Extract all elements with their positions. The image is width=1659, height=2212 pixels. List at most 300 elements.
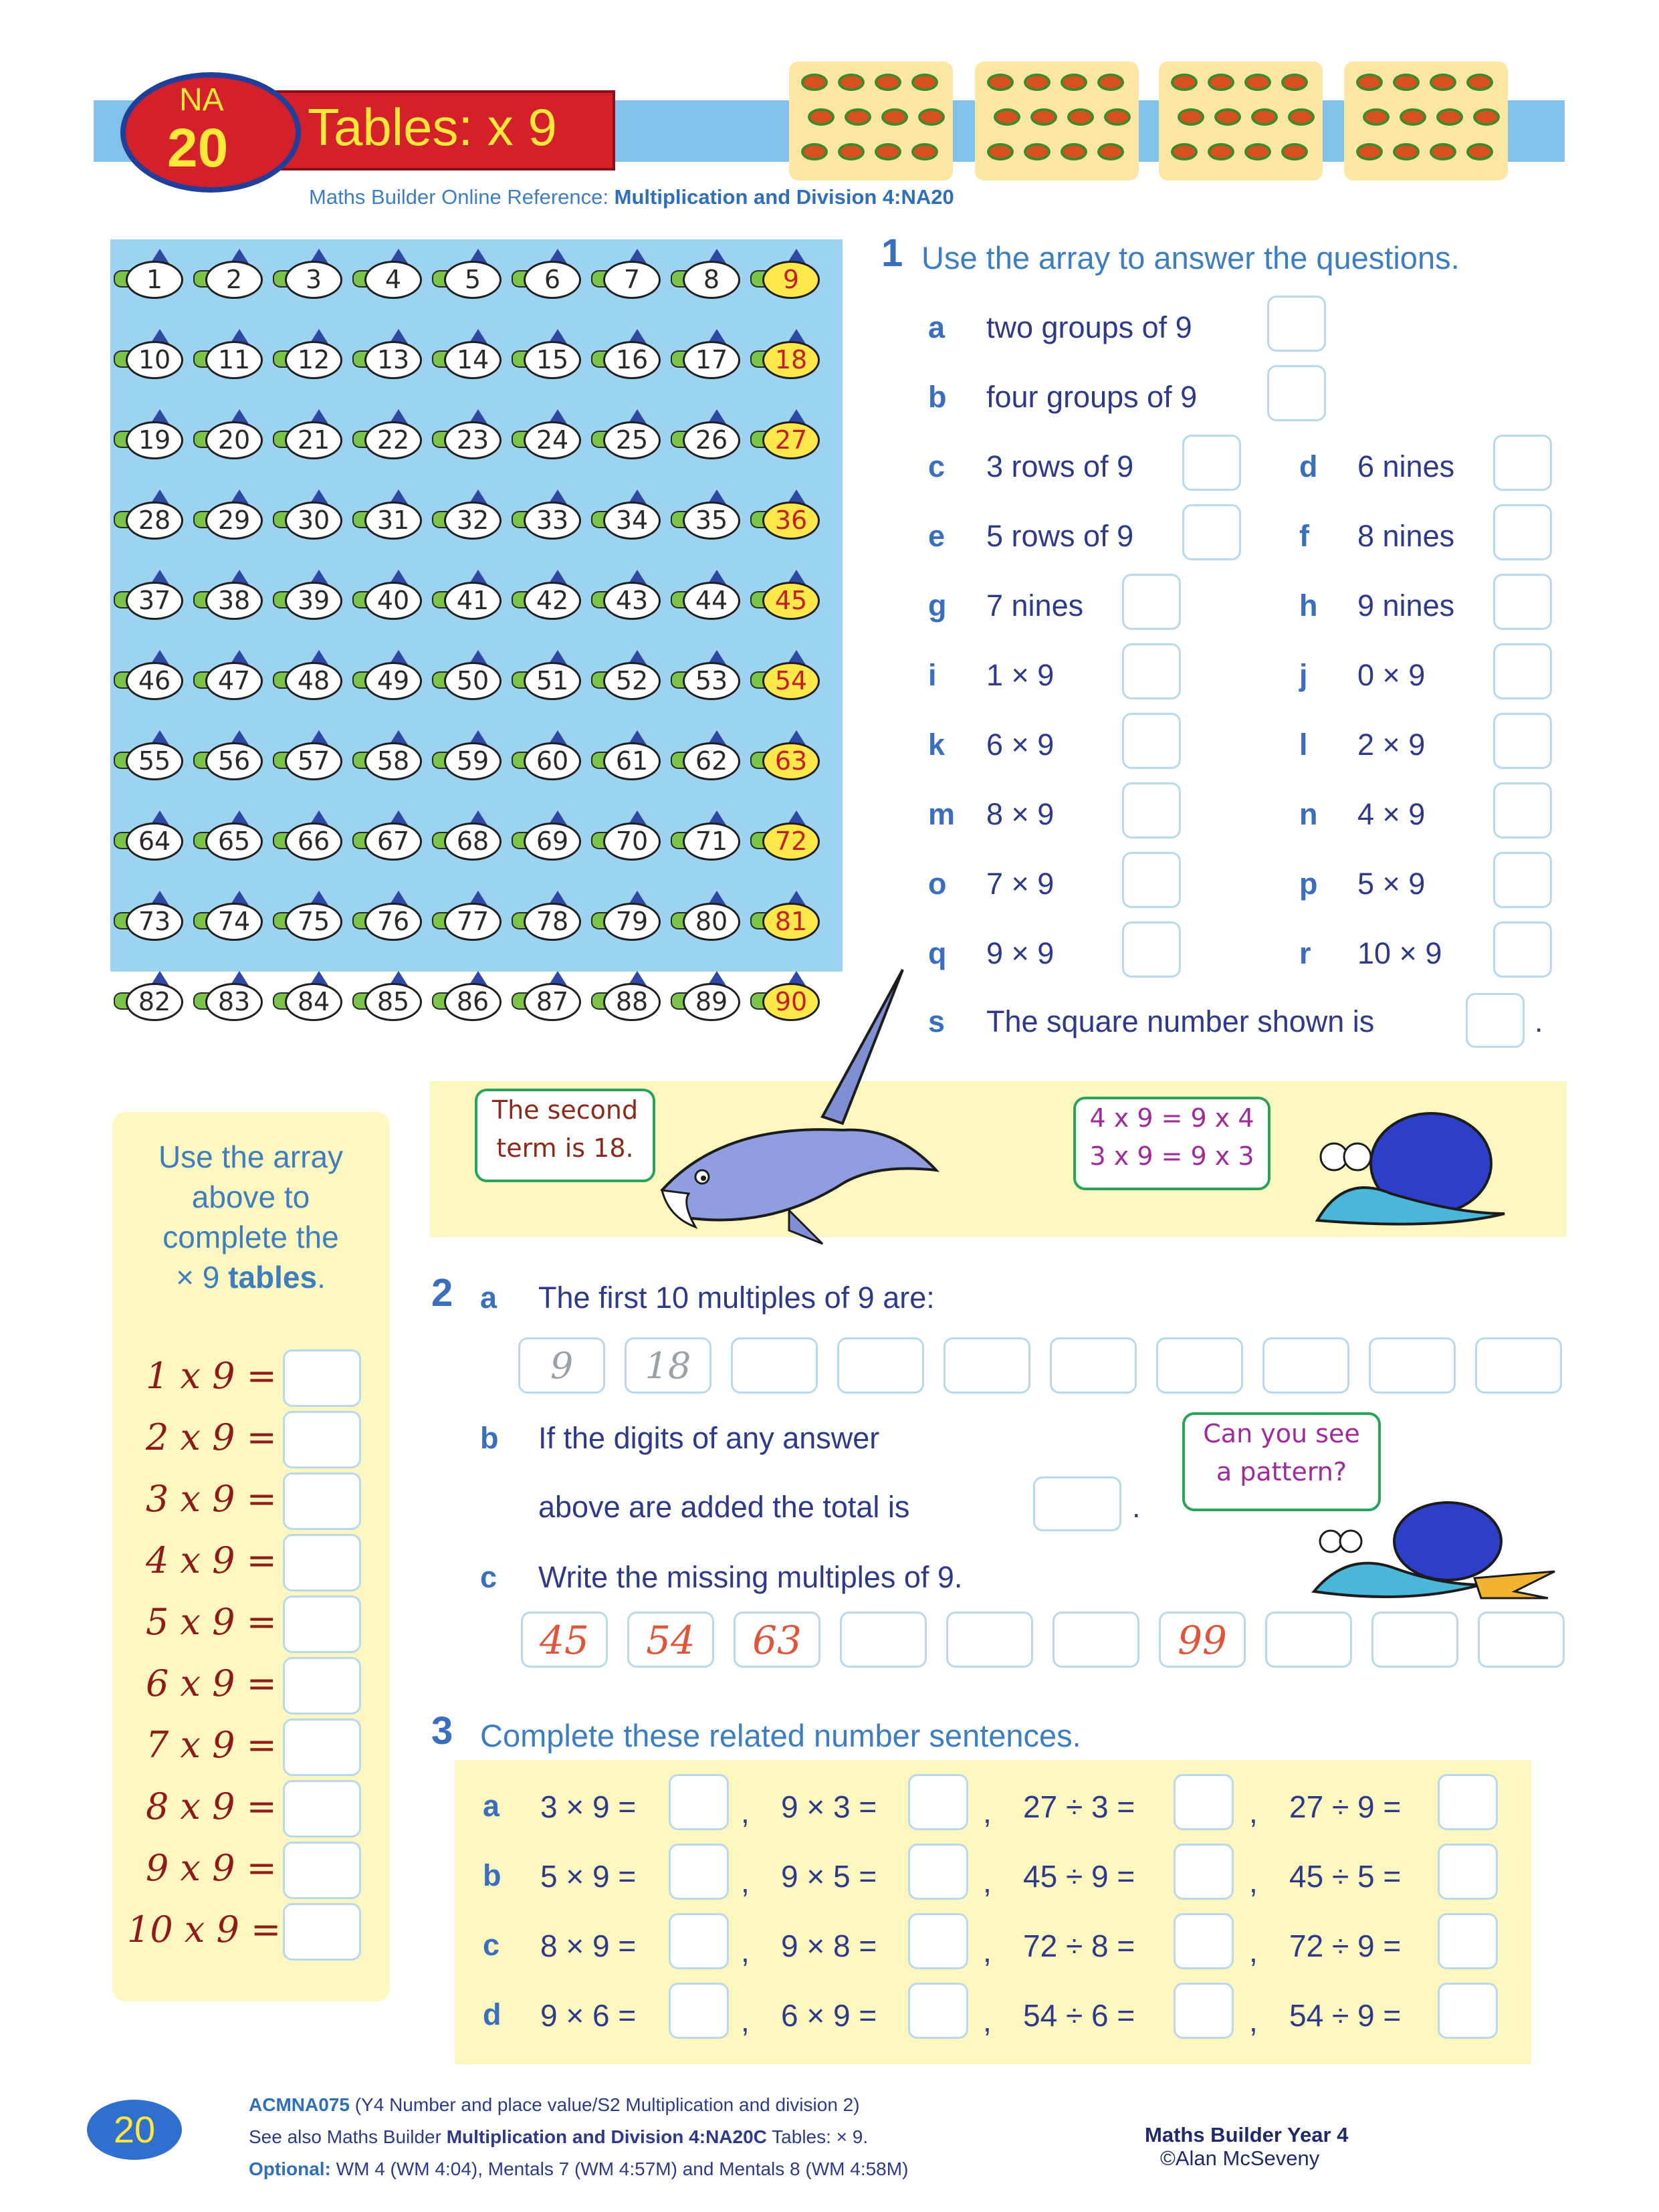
fish-53 [671, 650, 740, 700]
times-table-answer-box-7[interactable] [283, 1719, 361, 1776]
q1-label-c: c [928, 449, 946, 483]
question-1-heading: Use the array to answer the questions. [921, 240, 1460, 275]
q3-answer-box-c-3[interactable] [1174, 1913, 1234, 1969]
fish-66 [273, 810, 342, 861]
multiple-box-10[interactable] [1475, 1337, 1562, 1394]
times-table-answer-box-4[interactable] [283, 1534, 361, 1591]
answer-box-q[interactable] [1122, 921, 1181, 978]
fish-9 [750, 249, 820, 299]
fish-69 [512, 810, 581, 861]
q2-text-b-line-2: above are added the total is [538, 1490, 910, 1524]
q1-label-f: f [1299, 519, 1309, 553]
fish-80 [671, 891, 740, 941]
answer-box-k[interactable] [1122, 713, 1181, 769]
multiple-box-5[interactable] [944, 1337, 1030, 1394]
q1-text-c: 3 rows of 9 [986, 449, 1134, 483]
turtle-icon [918, 108, 945, 126]
turtle-panel-4 [1344, 62, 1508, 181]
missing-multiple-box-1[interactable]: 45 [521, 1612, 608, 1668]
q3-sentence-c-2: 9 × 8 = [781, 1928, 877, 1963]
times-table-answer-box-1[interactable] [283, 1349, 361, 1407]
answer-box-p[interactable] [1493, 852, 1552, 908]
q3-sentence-d-2: 6 × 9 = [781, 1998, 877, 2033]
q1-label-g: g [928, 588, 947, 623]
q1-label-s: s [928, 1004, 946, 1038]
answer-box-r[interactable] [1493, 921, 1552, 978]
instruction-period: . [317, 1260, 326, 1295]
turtle-icon [1171, 74, 1198, 91]
answer-box-m[interactable] [1122, 782, 1181, 839]
q3-answer-box-a-4[interactable] [1438, 1774, 1498, 1830]
fish-number: 66 [285, 822, 342, 861]
missing-multiple-box-6[interactable] [1053, 1612, 1139, 1668]
q3-label-b: b [483, 1858, 502, 1892]
q1-label-m: m [928, 797, 956, 831]
q3-answer-box-c-4[interactable] [1438, 1913, 1498, 1969]
fish-number: 83 [205, 983, 263, 1021]
q3-answer-box-a-3[interactable] [1174, 1774, 1234, 1830]
turtle-icon [1288, 108, 1315, 126]
q2-b-period: . [1132, 1490, 1141, 1524]
fish-63 [750, 730, 820, 780]
turtle-icon [808, 108, 835, 126]
fish-number: 58 [364, 742, 422, 780]
fish-47 [193, 650, 263, 700]
answer-box-g[interactable] [1122, 574, 1181, 630]
fish-33 [512, 489, 581, 540]
fish-41 [432, 570, 502, 620]
q3-answer-box-c-1[interactable] [669, 1913, 729, 1969]
fish-number: 33 [524, 502, 581, 540]
fish-number: 78 [524, 903, 581, 941]
instruction-tables: tables [228, 1260, 318, 1295]
turtle-icon [1281, 143, 1308, 160]
turtle-icon [1208, 143, 1234, 160]
fish-number: 45 [762, 582, 820, 620]
times-table-line-9: 9 x 9 = [146, 1847, 277, 1889]
q3-answer-box-d-1[interactable] [669, 1983, 729, 2039]
q3-answer-box-b-1[interactable] [669, 1844, 729, 1900]
q3-answer-box-b-3[interactable] [1174, 1844, 1234, 1900]
fish-67 [352, 810, 422, 861]
q1-text-e: 5 rows of 9 [986, 519, 1134, 553]
q3-comma: , [1249, 1864, 1258, 1899]
missing-multiple-box-10[interactable] [1478, 1612, 1565, 1668]
answer-box-o[interactable] [1122, 852, 1181, 908]
q1-label-h: h [1299, 588, 1318, 623]
q2-text-c: Write the missing multiples of 9. [538, 1560, 963, 1594]
q3-answer-box-d-4[interactable] [1438, 1983, 1498, 2039]
q1-label-j: j [1299, 658, 1308, 692]
lesson-strand: NA [179, 82, 224, 118]
fish-79 [591, 891, 661, 941]
turtle-icon [1244, 74, 1271, 91]
book-title: Maths Builder Year 4 [1145, 2123, 1349, 2146]
fish-14 [432, 329, 502, 379]
pattern-speech-line-2: a pattern? [1216, 1457, 1347, 1486]
fish-11 [193, 329, 263, 379]
fish-number: 57 [285, 742, 342, 780]
fish-number: 60 [524, 742, 581, 780]
multiple-box-1[interactable]: 9 [518, 1337, 605, 1394]
question-3-number: 3 [431, 1709, 453, 1753]
q3-sentence-c-1: 8 × 9 = [540, 1928, 637, 1963]
fish-3 [273, 249, 342, 299]
fish-86 [432, 971, 502, 1021]
fish-44 [671, 570, 740, 620]
missing-multiple-box-4[interactable] [840, 1612, 927, 1668]
fish-number: 50 [444, 662, 502, 700]
q1-label-e: e [928, 519, 946, 553]
answer-box-e[interactable] [1182, 504, 1241, 560]
fish-16 [591, 329, 661, 379]
fish-number: 26 [683, 421, 740, 459]
fish-number: 10 [126, 341, 183, 379]
fish-74 [193, 891, 263, 941]
answer-box-a[interactable] [1267, 296, 1326, 352]
q3-sentence-c-3: 72 ÷ 8 = [1023, 1928, 1135, 1963]
fish-number: 52 [603, 662, 661, 700]
fish-number: 82 [126, 983, 183, 1021]
fish-1 [114, 249, 183, 299]
answer-box-n[interactable] [1493, 782, 1552, 839]
fish-number: 39 [285, 582, 342, 620]
q3-sentence-b-4: 45 ÷ 5 = [1289, 1859, 1402, 1894]
q3-comma: , [1249, 1934, 1258, 1969]
fish-number: 21 [285, 421, 342, 459]
fish-27 [750, 409, 820, 459]
q3-answer-box-b-2[interactable] [908, 1844, 968, 1900]
turtle-icon [911, 143, 938, 160]
fish-number: 85 [364, 983, 422, 1021]
fish-number: 62 [683, 742, 740, 780]
turtle-icon [1030, 108, 1057, 126]
fish-number: 90 [762, 983, 820, 1021]
turtle-icon [845, 108, 871, 126]
answer-box-d[interactable] [1493, 435, 1552, 491]
fish-number: 64 [126, 822, 183, 861]
q3-sentence-b-3: 45 ÷ 9 = [1023, 1859, 1135, 1894]
fish-8 [671, 249, 740, 299]
fish-38 [193, 570, 263, 620]
fish-39 [273, 570, 342, 620]
turtle-icon [1393, 74, 1420, 91]
instruction-line-2: above to [191, 1180, 310, 1214]
fish-29 [193, 489, 263, 540]
fish-28 [114, 489, 183, 540]
fish-number: 46 [126, 662, 183, 700]
q3-comma: , [1249, 1795, 1258, 1830]
fish-number: 6 [524, 261, 581, 299]
turtle-icon [1097, 74, 1124, 91]
fish-43 [591, 570, 661, 620]
snail-speech-bubble [1073, 1097, 1270, 1190]
fish-number: 73 [126, 903, 183, 941]
answer-box-i[interactable] [1122, 643, 1181, 699]
fish-61 [591, 730, 661, 780]
pattern-speech-bubble [1182, 1412, 1381, 1511]
missing-multiple-box-3[interactable]: 63 [734, 1612, 820, 1668]
q1-text-q: 9 × 9 [986, 936, 1055, 970]
times-table-line-6: 6 x 9 = [146, 1662, 277, 1704]
snail-speech-line-2: 3 x 9 = 9 x 3 [1089, 1141, 1254, 1171]
fish-number: 27 [762, 421, 820, 459]
times-table-line-3: 3 x 9 = [146, 1478, 277, 1520]
times-table-line-1: 1 x 9 = [146, 1355, 277, 1397]
multiple-box-9[interactable] [1369, 1337, 1456, 1394]
q1-text-l: 2 × 9 [1357, 728, 1426, 762]
q1-text-i: 1 × 9 [986, 658, 1055, 692]
answer-box-f[interactable] [1493, 504, 1552, 560]
fish-4 [352, 249, 422, 299]
q3-comma: , [741, 1934, 750, 1969]
q3-sentence-a-4: 27 ÷ 9 = [1289, 1789, 1402, 1824]
fish-number: 24 [524, 421, 581, 459]
answer-box-s[interactable] [1466, 993, 1525, 1048]
fish-number: 51 [524, 662, 581, 700]
pattern-speech-line-1: Can you see [1203, 1419, 1360, 1448]
missing-multiple-box-2[interactable]: 54 [627, 1612, 714, 1668]
fish-number: 65 [205, 822, 263, 861]
fish-number: 35 [683, 502, 740, 540]
missing-multiple-box-5[interactable] [946, 1612, 1033, 1668]
shark-speech-bubble [475, 1089, 655, 1182]
fish-76 [352, 891, 422, 941]
q3-answer-box-d-3[interactable] [1174, 1983, 1234, 2039]
fish-number: 14 [444, 341, 502, 379]
turtle-icon [1356, 74, 1383, 91]
fish-71 [671, 810, 740, 861]
answer-box-b[interactable] [1267, 365, 1326, 421]
fish-31 [352, 489, 422, 540]
q3-comma: , [1249, 2003, 1258, 2038]
fish-22 [352, 409, 422, 459]
fish-number: 7 [603, 261, 661, 299]
q3-comma: , [983, 2003, 992, 2038]
fish-number: 22 [364, 421, 422, 459]
curriculum-code-description: (Y4 Number and place value/S2 Multiplication and division 2) [354, 2094, 860, 2115]
fish-45 [750, 570, 820, 620]
turtle-icon [1097, 143, 1124, 160]
q1-text-m: 8 × 9 [986, 797, 1055, 831]
fish-21 [273, 409, 342, 459]
multiple-box-8[interactable] [1262, 1337, 1349, 1394]
times-table-answer-box-2[interactable] [283, 1411, 361, 1468]
multiple-box-2[interactable]: 18 [625, 1337, 711, 1394]
fish-12 [273, 329, 342, 379]
q1-text-b: four groups of 9 [986, 380, 1198, 414]
fish-87 [512, 971, 581, 1021]
multiple-box-4[interactable] [837, 1337, 924, 1394]
fish-number: 67 [364, 822, 422, 861]
q3-answer-box-a-1[interactable] [669, 1774, 729, 1830]
page-title: Tables: x 9 [308, 98, 557, 156]
multiple-box-6[interactable] [1050, 1337, 1137, 1394]
q1-text-f: 8 nines [1357, 519, 1455, 553]
fish-number: 54 [762, 662, 820, 700]
q3-answer-box-c-2[interactable] [908, 1913, 968, 1969]
instruction-line-3: complete the [162, 1220, 339, 1254]
fish-number: 76 [364, 903, 422, 941]
fish-number: 75 [285, 903, 342, 941]
fish-number: 40 [364, 582, 422, 620]
fish-number: 84 [285, 983, 342, 1021]
fish-34 [591, 489, 661, 540]
question-3-heading: Complete these related number sentences. [480, 1718, 1081, 1753]
turtle-icon [1430, 143, 1456, 160]
missing-multiple-box-9[interactable] [1371, 1612, 1458, 1668]
turtle-icon [1251, 108, 1278, 126]
times-table-line-8: 8 x 9 = [146, 1785, 277, 1828]
fish-50 [432, 650, 502, 700]
turtle-icon [987, 74, 1014, 91]
turtle-panel-3 [1159, 62, 1323, 181]
turtle-icon [1281, 74, 1308, 91]
answer-box-l[interactable] [1493, 713, 1552, 769]
times-table-answer-box-3[interactable] [283, 1472, 361, 1530]
turtle-icon [1067, 108, 1094, 126]
fish-number: 12 [285, 341, 342, 379]
q3-sentence-b-1: 5 × 9 = [540, 1859, 637, 1894]
times-table-answer-box-8[interactable] [283, 1780, 361, 1838]
fish-62 [671, 730, 740, 780]
answer-box-h[interactable] [1493, 574, 1552, 630]
times-table-answer-box-9[interactable] [283, 1842, 361, 1899]
fish-number: 47 [205, 662, 263, 700]
times-table-answer-box-10[interactable] [283, 1903, 361, 1961]
fish-number: 87 [524, 983, 581, 1021]
q3-label-c: c [483, 1928, 500, 1962]
q1-text-p: 5 × 9 [1357, 867, 1426, 901]
times-table-answer-box-6[interactable] [283, 1657, 361, 1715]
fish-70 [591, 810, 661, 861]
answer-box-q2b[interactable] [1033, 1476, 1121, 1531]
fish-number: 55 [126, 742, 183, 780]
fish-18 [750, 329, 820, 379]
fish-number: 48 [285, 662, 342, 700]
q1-text-s: The square number shown is [986, 1004, 1375, 1038]
times-table-line-7: 7 x 9 = [146, 1724, 277, 1766]
fish-number: 59 [444, 742, 502, 780]
turtle-icon [1208, 74, 1234, 91]
multiple-box-7[interactable] [1156, 1337, 1243, 1394]
q1-text-j: 0 × 9 [1357, 658, 1426, 692]
turtle-icon [1393, 143, 1420, 160]
turtle-icon [838, 143, 865, 160]
q1-text-d: 6 nines [1357, 449, 1455, 483]
turtle-icon [1436, 108, 1463, 126]
fish-number: 42 [524, 582, 581, 620]
fish-54 [750, 650, 820, 700]
times-table-answer-box-5[interactable] [283, 1595, 361, 1653]
optional-label: Optional: [249, 2159, 331, 2179]
q2-text-b-line-1: If the digits of any answer [538, 1421, 880, 1455]
curriculum-code-id: ACMNA075 [249, 2094, 350, 2115]
fish-25 [591, 409, 661, 459]
fish-15 [512, 329, 581, 379]
turtle-icon [1466, 143, 1493, 160]
turtle-icon [1430, 74, 1456, 91]
turtle-icon [801, 74, 828, 91]
q3-answer-box-d-2[interactable] [908, 1983, 968, 2039]
turtle-icon [1363, 108, 1390, 126]
fish-58 [352, 730, 422, 780]
q3-sentence-a-2: 9 × 3 = [781, 1789, 877, 1824]
fish-number: 56 [205, 742, 263, 780]
fish-6 [512, 249, 581, 299]
fish-56 [193, 730, 263, 780]
fish-number: 23 [444, 421, 502, 459]
fish-30 [273, 489, 342, 540]
fish-number: 34 [603, 502, 661, 540]
fish-number: 25 [603, 421, 661, 459]
shark-speech-line-1: The second [491, 1095, 639, 1125]
fish-number: 20 [205, 421, 263, 459]
fish-number: 36 [762, 502, 820, 540]
q1-text-n: 4 × 9 [1357, 797, 1426, 831]
turtle-icon [1061, 74, 1087, 91]
answer-box-j[interactable] [1493, 643, 1552, 699]
times-table-line-4: 4 x 9 = [146, 1539, 277, 1581]
fish-number: 89 [683, 983, 740, 1021]
q1-label-n: n [1299, 797, 1318, 831]
fish-number: 43 [603, 582, 661, 620]
q3-comma: , [741, 2003, 750, 2038]
times-table-line-10: 10 x 9 = [127, 1908, 282, 1951]
fish-82 [114, 971, 183, 1021]
fish-65 [193, 810, 263, 861]
optional-references [249, 2159, 908, 2180]
q3-sentence-d-4: 54 ÷ 9 = [1289, 1998, 1402, 2033]
times-table-line-5: 5 x 9 = [146, 1601, 277, 1643]
multiple-box-3[interactable] [731, 1337, 818, 1394]
fish-number: 38 [205, 582, 263, 620]
q3-comma: , [983, 1864, 992, 1899]
q1-text-h: 9 nines [1357, 588, 1455, 623]
q3-answer-box-b-4[interactable] [1438, 1844, 1498, 1900]
missing-multiple-box-8[interactable] [1265, 1612, 1352, 1668]
fish-23 [432, 409, 502, 459]
fish-number: 61 [603, 742, 661, 780]
answer-box-c[interactable] [1182, 435, 1241, 491]
fish-number: 63 [762, 742, 820, 780]
fish-5 [432, 249, 502, 299]
snail-speech-line-1: 4 x 9 = 9 x 4 [1089, 1103, 1254, 1133]
turtle-panel-2 [975, 62, 1139, 181]
times-table-line-2: 2 x 9 = [146, 1416, 277, 1458]
q3-answer-box-a-2[interactable] [908, 1774, 968, 1830]
fish-26 [671, 409, 740, 459]
fish-number: 32 [444, 502, 502, 540]
shark-speech-line-2: term is 18. [496, 1133, 634, 1163]
turtle-icon [911, 74, 938, 91]
fish-73 [114, 891, 183, 941]
turtle-icon [1473, 108, 1500, 126]
fish-7 [591, 249, 661, 299]
fish-24 [512, 409, 581, 459]
fish-55 [114, 730, 183, 780]
fish-37 [114, 570, 183, 620]
fish-number: 29 [205, 502, 263, 540]
online-reference [309, 185, 954, 209]
fish-number: 81 [762, 903, 820, 941]
fish-number: 68 [444, 822, 502, 861]
fish-60 [512, 730, 581, 780]
question-2-number: 2 [431, 1271, 453, 1315]
see-also-suffix: Tables: × 9. [772, 2126, 869, 2147]
fish-number: 70 [603, 822, 661, 861]
missing-multiple-box-7[interactable]: 99 [1159, 1612, 1246, 1668]
